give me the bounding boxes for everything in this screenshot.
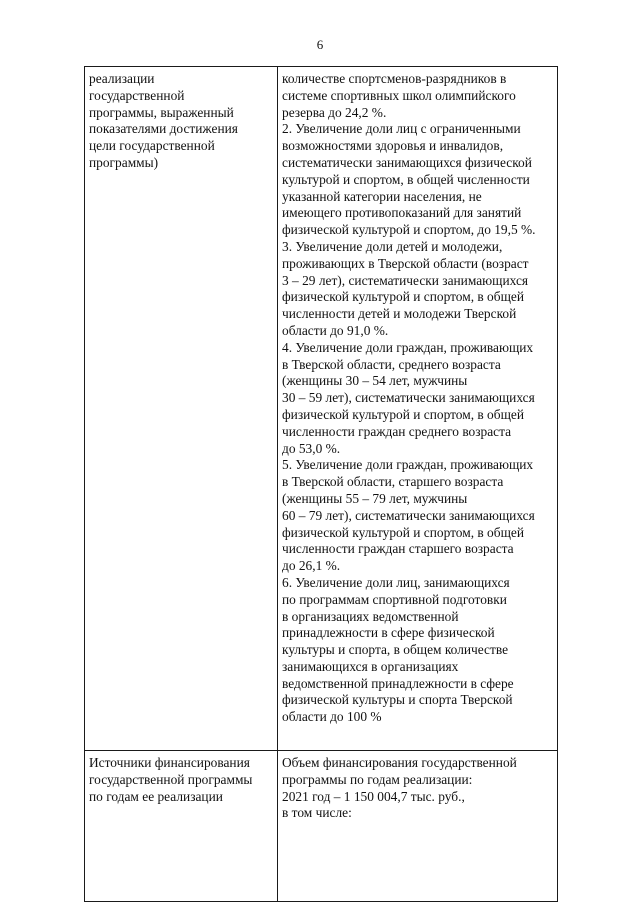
content-line: культуры и спорта, в общем количестве bbox=[282, 642, 509, 658]
content-line: 30 – 59 лет), систематически занимающихся bbox=[282, 390, 535, 406]
table-row-funding bbox=[85, 751, 558, 902]
content-line: 2. Увеличение доли лиц с ограниченными bbox=[282, 121, 521, 137]
content-line: принадлежности в сфере физической bbox=[282, 625, 495, 641]
content-line: области до 100 % bbox=[282, 709, 382, 725]
content-line: занимающихся в организациях bbox=[282, 658, 459, 674]
content-line: физической культурой и спортом, в общей bbox=[282, 406, 524, 422]
content-line: имеющего противопоказаний для занятий bbox=[282, 205, 522, 221]
label-line: реализации bbox=[89, 71, 155, 86]
content-cell-funding bbox=[278, 751, 558, 902]
content-line: физической культурой и спортом, в общей bbox=[282, 289, 524, 305]
content-line: 2021 год – 1 150 004,7 тыс. руб., bbox=[282, 788, 465, 804]
content-line: в том числе: bbox=[282, 805, 352, 821]
label-line: государственной программы bbox=[89, 771, 253, 787]
content-line: физической культуры и спорта Тверской bbox=[282, 692, 513, 708]
label-line: программы, выраженный bbox=[89, 104, 234, 120]
indicator-list-text bbox=[278, 67, 557, 726]
content-line: (женщины 30 – 54 лет, мужчины bbox=[282, 373, 468, 389]
content-line: 3 – 29 лет), систематически занимающихся bbox=[282, 272, 529, 288]
label-cell-funding bbox=[85, 751, 278, 902]
label-line: по годам ее реализации bbox=[89, 788, 223, 804]
funding-text bbox=[278, 751, 557, 822]
label-text bbox=[85, 751, 277, 805]
label-text bbox=[85, 67, 277, 172]
content-line: 6. Увеличение доли лиц, занимающихся bbox=[282, 574, 510, 590]
label-line: показателями достижения bbox=[89, 121, 238, 137]
content-line: Объем финансирования государственной bbox=[282, 755, 517, 770]
content-line: численности граждан среднего возраста bbox=[282, 423, 512, 439]
content-line: количестве спортсменов-разрядников в bbox=[282, 71, 507, 86]
content-line: системе спортивных школ олимпийского bbox=[282, 87, 516, 103]
content-line: 5. Увеличение доли граждан, проживающих bbox=[282, 457, 534, 473]
label-line: цели государственной bbox=[89, 138, 215, 154]
label-cell-indicators bbox=[85, 67, 278, 751]
content-cell-indicators bbox=[278, 67, 558, 751]
content-line: резерва до 24,2 %. bbox=[282, 104, 387, 120]
content-line: проживающих в Тверской области (возраст bbox=[282, 255, 529, 271]
content-line: 60 – 79 лет), систематически занимающихся bbox=[282, 507, 535, 523]
content-line: культурой и спортом, в общей численности bbox=[282, 171, 530, 187]
content-line: до 26,1 %. bbox=[282, 558, 341, 574]
content-line: по программам спортивной подготовки bbox=[282, 591, 507, 607]
content-line: области до 91,0 %. bbox=[282, 322, 389, 338]
page-number: 6 bbox=[316, 37, 324, 52]
label-line: государственной bbox=[89, 87, 185, 103]
table-row-indicators bbox=[85, 67, 558, 751]
content-line: в организациях ведомственной bbox=[282, 608, 459, 624]
content-line: возможностями здоровья и инвалидов, bbox=[282, 138, 504, 154]
content-line: (женщины 55 – 79 лет, мужчины bbox=[282, 490, 468, 506]
program-passport-table bbox=[84, 66, 558, 902]
content-line: физической культурой и спортом, в общей bbox=[282, 524, 524, 540]
content-line: ведомственной принадлежности в сфере bbox=[282, 675, 514, 691]
content-line: в Тверской области, среднего возраста bbox=[282, 356, 501, 372]
content-line: численности детей и молодежи Тверской bbox=[282, 306, 517, 322]
content-line: программы по годам реализации: bbox=[282, 771, 473, 787]
content-line: указанной категории населения, не bbox=[282, 188, 482, 204]
content-line: 4. Увеличение доли граждан, проживающих bbox=[282, 339, 534, 355]
content-line: 3. Увеличение доли детей и молодежи, bbox=[282, 238, 503, 254]
content-line: до 53,0 %. bbox=[282, 440, 341, 456]
content-line: систематически занимающихся физической bbox=[282, 154, 532, 170]
label-line: программы) bbox=[89, 154, 159, 170]
content-line: численности граждан старшего возраста bbox=[282, 541, 514, 557]
content-line: в Тверской области, старшего возраста bbox=[282, 474, 504, 490]
content-line: физической культурой и спортом, до 19,5 %. bbox=[282, 222, 536, 238]
label-line: Источники финансирования bbox=[89, 755, 250, 770]
